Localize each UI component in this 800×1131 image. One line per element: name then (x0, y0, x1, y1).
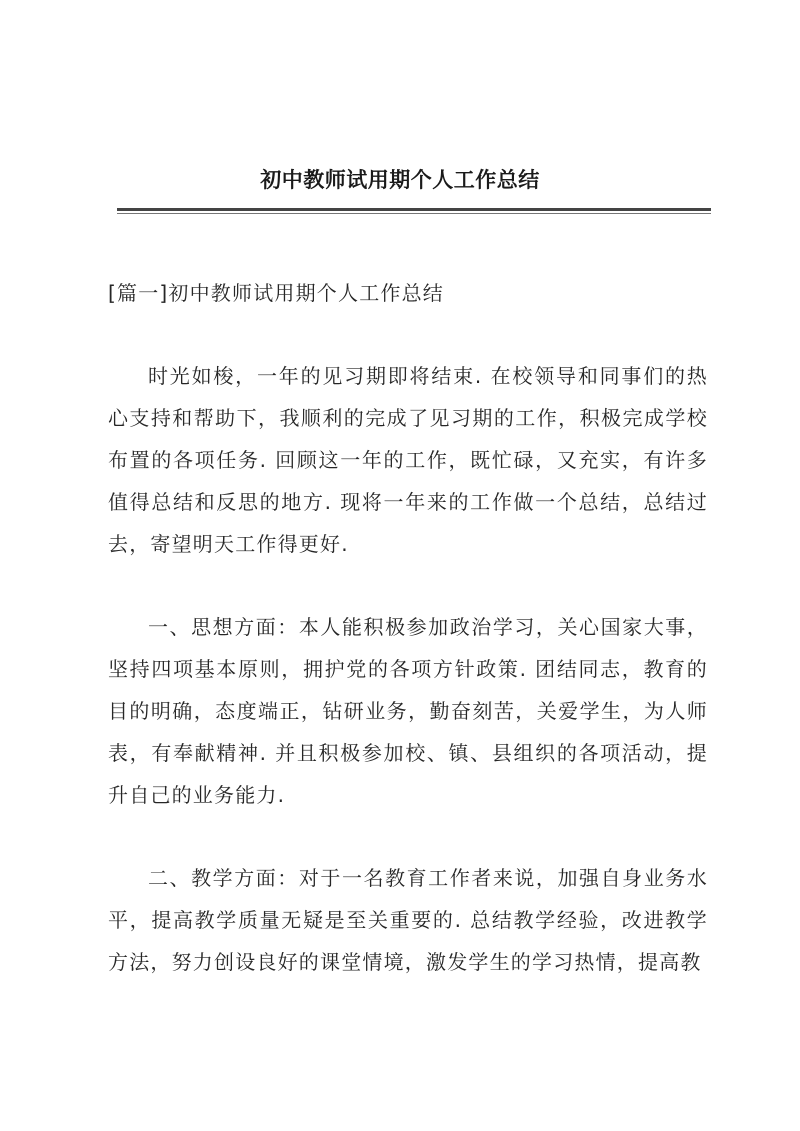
title-divider (117, 208, 711, 211)
document-body (108, 272, 708, 1024)
section-heading: [篇一]初中教师试用期个人工作总结 (108, 281, 445, 305)
paragraph-teaching: 二、教学方面：对于一名教育工作者来说，加强自身业务水平，提高教学质量无疑是至关重要的. 总结教学经验，改进教学方法，努力创设良好的课堂情境，激发学生的学习热情，提高教 (108, 866, 708, 974)
paragraph-intro: 时光如梭，一年的见习期即将结束. 在校领导和同事们的热心支持和帮助下，我顺利的完成了见习期的工作，积极完成学校布置的各项任务. 回顾这一年的工作，既忙碌，又充实，有许多值得总结和反思的地方. 现将一年来的工作做一个总结，总结过去，寄望明天工作得更好. (108, 364, 708, 556)
title-divider-thin (117, 213, 711, 214)
paragraph-ideology: 一、思想方面：本人能积极参加政治学习，关心国家大事，坚持四项基本原则，拥护党的各项方针政策. 团结同志，教育的目的明确，态度端正，钻研业务，勤奋刻苦，关爱学生，为人师表，有奉献精神. 并且积极参加校、镇、县组织的各项活动，提升自己的业务能力. (108, 615, 708, 807)
page-title: 初中教师试用期个人工作总结 (260, 167, 540, 192)
